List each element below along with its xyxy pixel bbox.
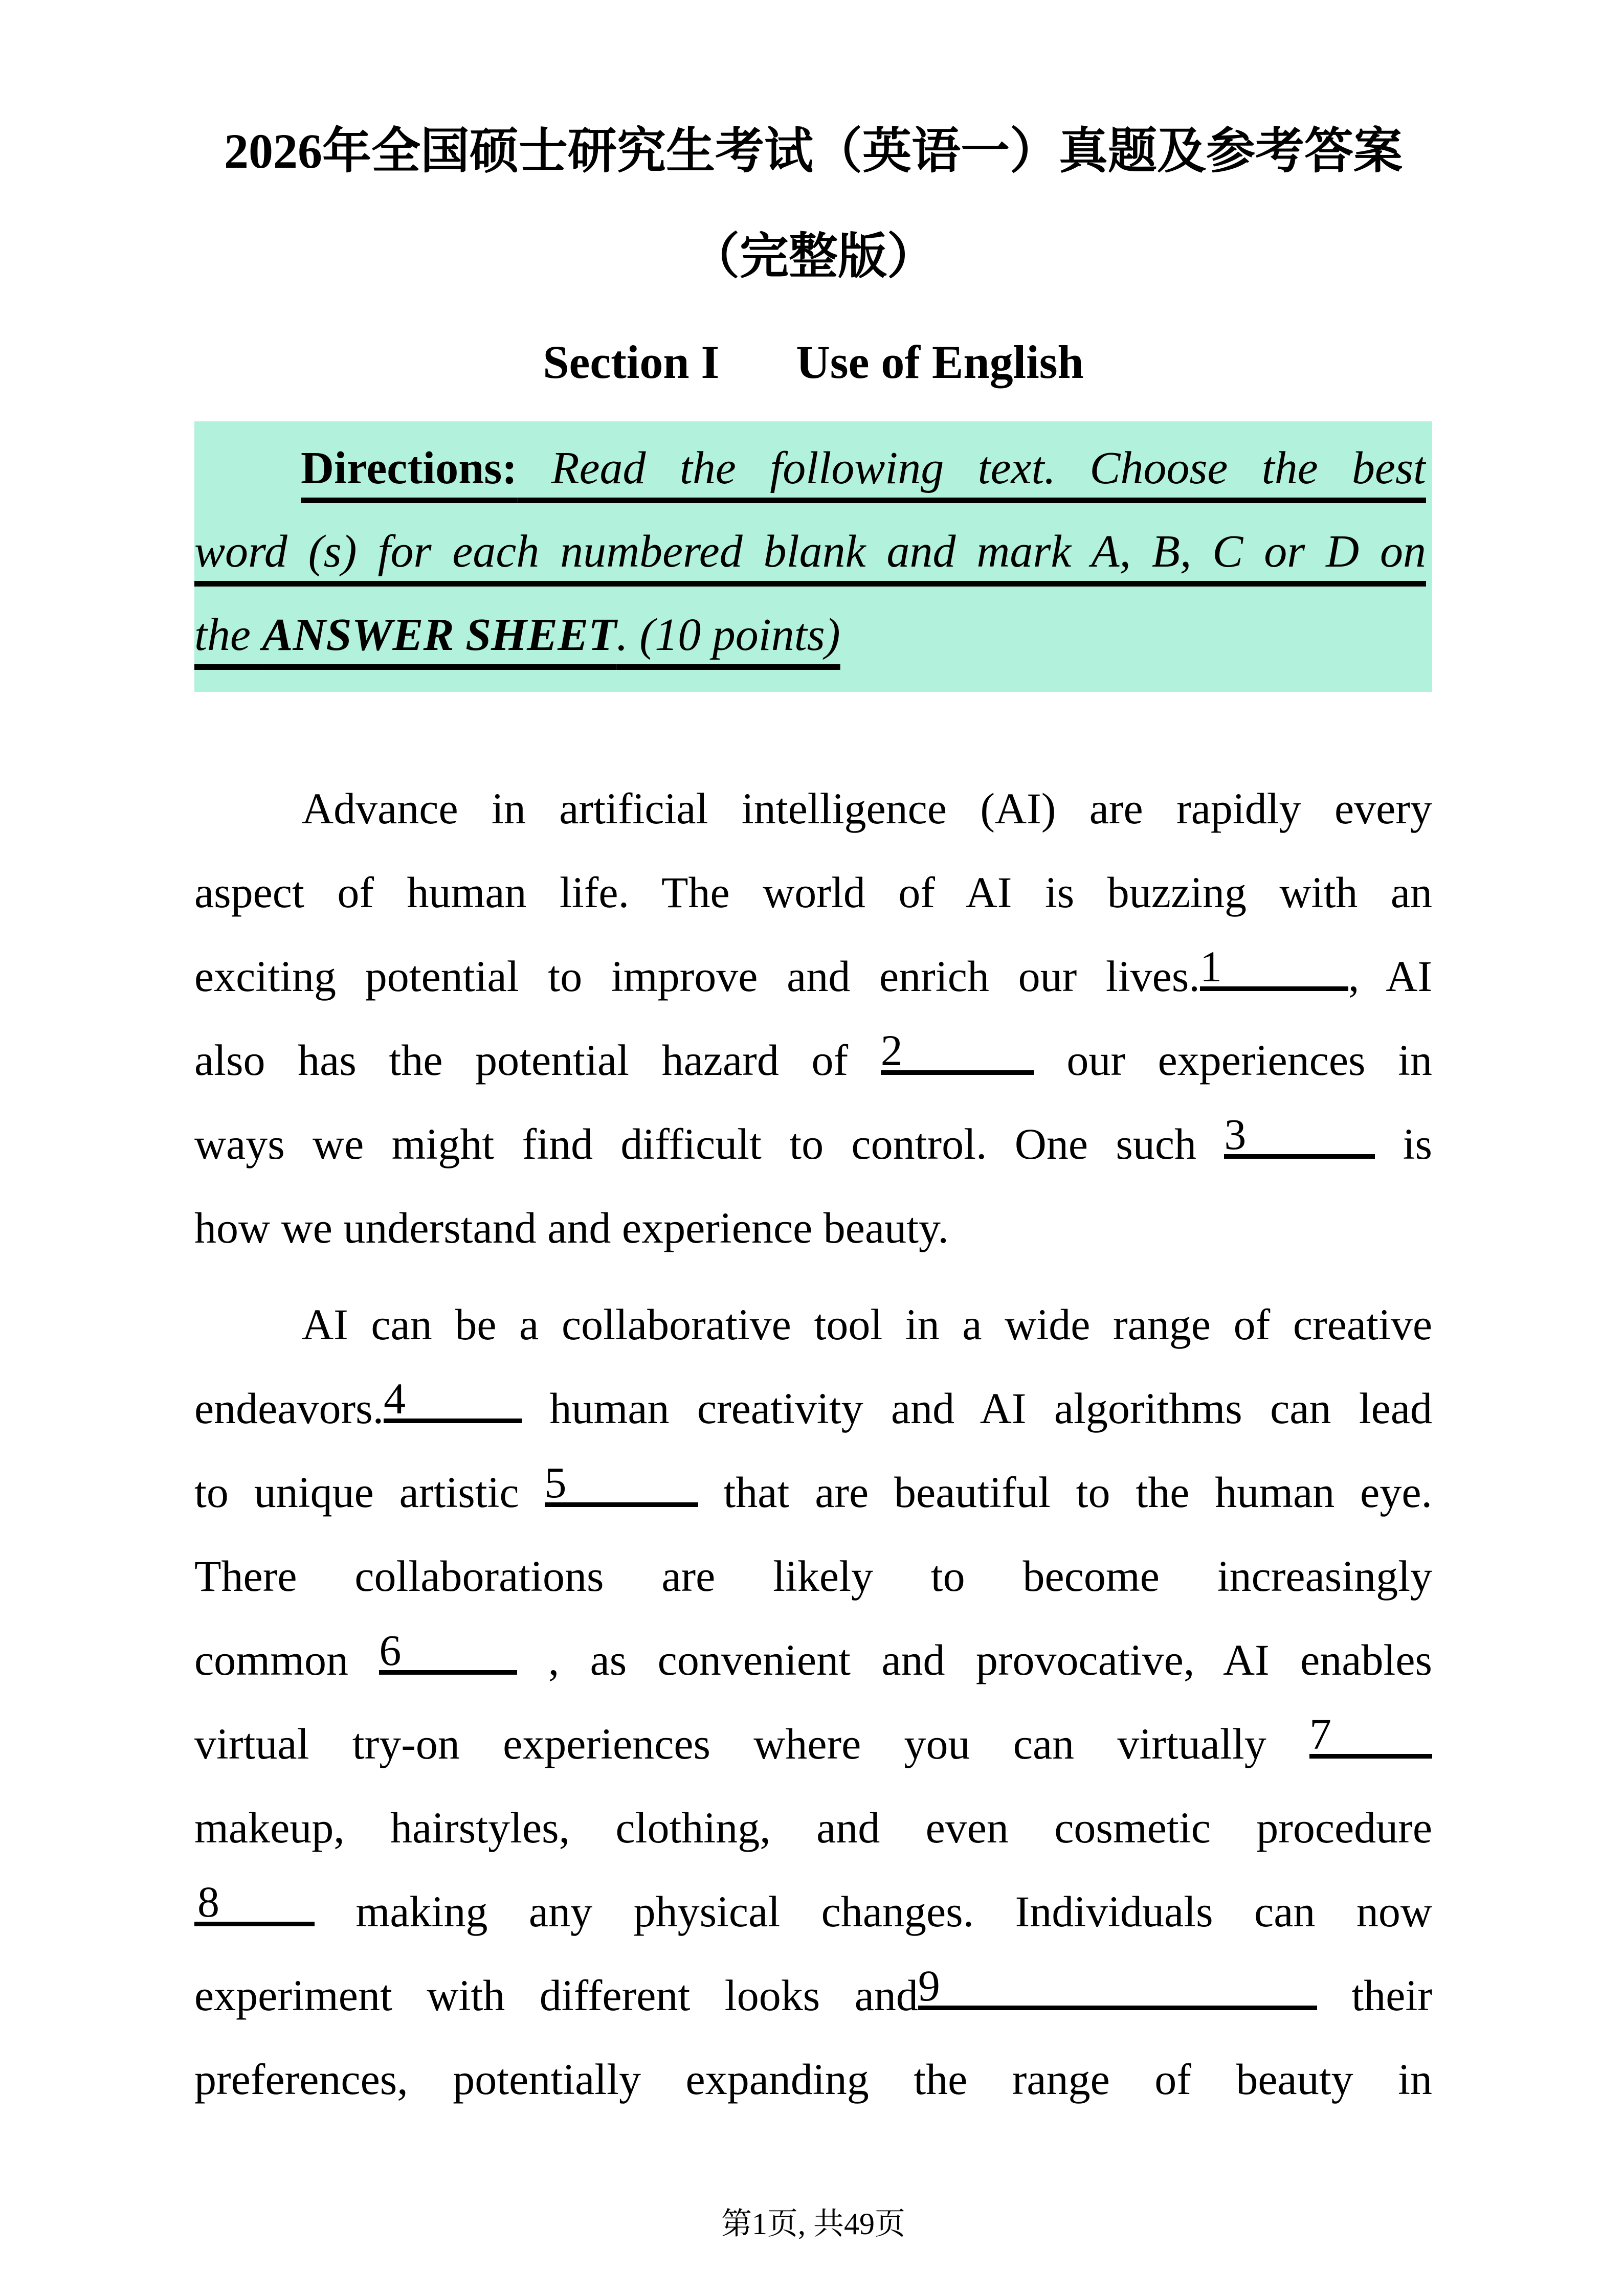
passage-line xyxy=(194,1102,1432,1186)
directions-line-2 xyxy=(194,510,1426,593)
passage-text: making any physical changes. Individuals can now xyxy=(315,1887,1432,1936)
passage-text: experiment with different looks and xyxy=(194,1971,918,2020)
document-title: 2026年全国硕士研究生考试（英语一）真题及参考答案 xyxy=(224,124,1403,178)
passage-line xyxy=(194,1450,1432,1534)
passage-text: is xyxy=(1375,1119,1432,1168)
passage-line xyxy=(194,1018,1432,1102)
section-heading-label: Section I xyxy=(543,336,720,388)
passage-line xyxy=(194,767,1432,850)
section-heading-title: Use of English xyxy=(796,336,1084,388)
passage-text: virtual try-on experiences where you can virtually xyxy=(194,1719,1309,1768)
passage-text: exciting potential to improve and enrich our lives. xyxy=(194,952,1200,1001)
passage-text: to unique artistic xyxy=(194,1468,545,1517)
passage-line xyxy=(194,1870,1432,1953)
directions-line3-pre: the xyxy=(194,610,262,660)
document-subtitle: （完整版） xyxy=(691,229,936,284)
cloze-blank-5: 5 xyxy=(545,1460,698,1507)
cloze-blank-1: 1 xyxy=(1200,944,1348,991)
passage-text: human creativity and AI algorithms can lead xyxy=(522,1384,1432,1433)
passage-text: endeavors. xyxy=(194,1384,384,1433)
passage-line xyxy=(194,1282,1432,1366)
passage-text: , as convenient and provocative, AI enables xyxy=(517,1635,1432,1684)
passage-text: aspect of human life. The world of AI is buzzing with an xyxy=(194,868,1432,917)
directions-line1-text: Read the following text. Choose the best xyxy=(517,443,1426,493)
passage-text: , AI xyxy=(1348,952,1432,1001)
passage-line xyxy=(194,934,1432,1018)
passage-paragraph-2 xyxy=(194,1282,1432,2121)
cloze-blank-3: 3 xyxy=(1224,1112,1375,1159)
passage-line xyxy=(194,1618,1432,1702)
passage-line xyxy=(194,1953,1432,2037)
passage-text: makeup, hairstyles, clothing, and even cosmetic procedure xyxy=(194,1803,1432,1852)
passage-text: common xyxy=(194,1635,380,1684)
passage-line xyxy=(194,1702,1432,1786)
cloze-blank-2: 2 xyxy=(881,1028,1034,1075)
answer-sheet-emphasis: ANSWER SHEET xyxy=(262,610,617,660)
passage-text: their xyxy=(1317,1971,1432,2020)
cloze-blank-8: 8 xyxy=(194,1879,315,1926)
passage-line xyxy=(194,850,1432,934)
passage-text: AI can be a collaborative tool in a wide range of creative xyxy=(302,1300,1432,1349)
cloze-blank-6: 6 xyxy=(379,1628,517,1675)
passage-text: Advance in artificial intelligence (AI) are rapidly every xyxy=(302,784,1432,833)
passage-paragraph-1 xyxy=(194,767,1432,1270)
cloze-passage xyxy=(194,767,1432,2121)
passage-text: our experiences in xyxy=(1034,1036,1432,1085)
passage-text: There collaborations are likely to become increasingly xyxy=(194,1551,1432,1601)
cloze-blank-7: 7 xyxy=(1309,1712,1432,1759)
passage-text: also has the potential hazard of xyxy=(194,1036,881,1085)
directions-line2-text: word (s) for each numbered blank and mark A, B, C or D on xyxy=(194,526,1426,577)
directions-line-3 xyxy=(194,593,1426,677)
passage-line xyxy=(194,2037,1432,2121)
directions-box xyxy=(194,421,1432,692)
passage-line xyxy=(194,1786,1432,1870)
directions-label: Directions: xyxy=(301,443,518,493)
passage-line xyxy=(194,1534,1432,1618)
passage-line xyxy=(194,1366,1432,1450)
passage-text: preferences, potentially expanding the range of beauty in xyxy=(194,2055,1432,2104)
directions-line3-post: . (10 points) xyxy=(616,610,840,660)
passage-text: ways we might find difficult to control. One such xyxy=(194,1119,1225,1168)
passage-text: how we understand and experience beauty. xyxy=(194,1203,949,1252)
page-number-footer: 第1页, 共49页 xyxy=(721,2207,905,2241)
directions-line-1 xyxy=(194,426,1426,510)
passage-text: that are beautiful to the human eye. xyxy=(698,1468,1432,1517)
passage-line xyxy=(194,1186,1432,1270)
cloze-blank-4: 4 xyxy=(384,1376,522,1423)
cloze-blank-9: 9 xyxy=(918,1963,1317,2010)
section-heading xyxy=(194,333,1432,391)
